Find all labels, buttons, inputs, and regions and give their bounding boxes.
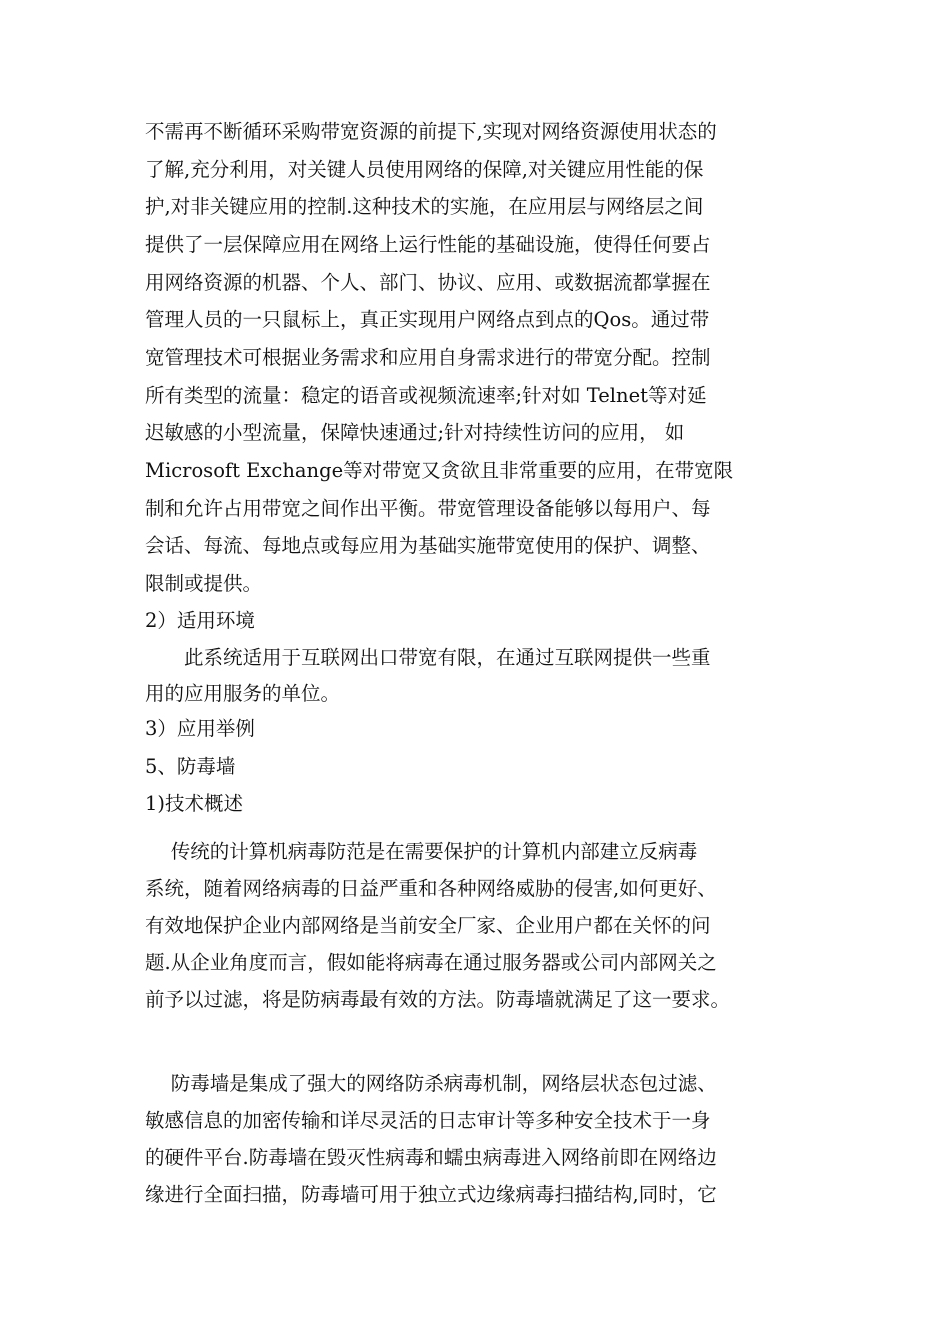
text-line: 提供了一层保障应用在网络上运行性能的基础设施，使得任何要占 [145, 233, 711, 256]
text-line: 所有类型的流量：稳定的语音或视频流速率;针对如 Telnet等对延 [145, 384, 707, 407]
text-line: 了解,充分利用，对关键人员使用网络的保障,对关键应用性能的保 [145, 158, 704, 181]
text-line: Microsoft Exchange等对带宽又贪欲且非常重要的应用，在带宽限 [145, 459, 734, 482]
text-line: 系统，随着网络病毒的日益严重和各种网络威胁的侵害,如何更好、 [145, 877, 717, 900]
section-heading: 2）适用环境 [145, 609, 255, 632]
text-line: 管理人员的一只鼠标上，真正实现用户网络点到点的Qos。通过带 [145, 308, 710, 331]
text-line: 护,对非关键应用的控制.这种技术的实施，在应用层与网络层之间 [145, 195, 704, 218]
section-heading: 1)技术概述 [145, 792, 244, 815]
text-line: 宽管理技术可根据业务需求和应用自身需求进行的带宽分配。控制 [145, 346, 711, 369]
text-line: 限制或提供。 [145, 572, 263, 595]
text-line: 此系统适用于互联网出口带宽有限，在通过互联网提供一些重 [145, 646, 711, 669]
text-line: 制和允许占用带宽之间作出平衡。带宽管理设备能够以每用户、每 [145, 497, 711, 520]
text-line: 用的应用服务的单位。 [145, 682, 341, 705]
text-line: 会话、每流、每地点或每应用为基础实施带宽使用的保护、调整、 [145, 534, 711, 557]
text-line: 有效地保护企业内部网络是当前安全厂家、企业用户都在关怀的问 [145, 914, 711, 937]
text-line: 用网络资源的机器、个人、部门、协议、应用、或数据流都掌握在 [145, 271, 711, 294]
text-line: 迟敏感的小型流量，保障快速通过;针对持续性访问的应用， 如 [145, 421, 685, 444]
text-line: 传统的计算机病毒防范是在需要保护的计算机内部建立反病毒 [145, 840, 698, 863]
section-heading: 5、防毒墙 [145, 755, 236, 778]
text-line: 题.从企业角度而言，假如能将病毒在通过服务器或公司内部网关之 [145, 951, 717, 974]
text-line: 不需再不断循环采购带宽资源的前提下,实现对网络资源使用状态的 [145, 120, 717, 143]
text-line: 的硬件平台.防毒墙在毁灭性病毒和蠕虫病毒进入网络前即在网络边 [145, 1146, 717, 1169]
text-line: 防毒墙是集成了强大的网络防杀病毒机制，网络层状态包过滤、 [145, 1072, 717, 1095]
section-heading: 3）应用举例 [145, 717, 255, 740]
text-line: 缘进行全面扫描，防毒墙可用于独立式边缘病毒扫描结构,同时，它 [145, 1183, 717, 1206]
text-line: 前予以过滤，将是防病毒最有效的方法。防毒墙就满足了这一要求。 [145, 988, 731, 1011]
text-line: 敏感信息的加密传输和详尽灵活的日志审计等多种安全技术于一身 [145, 1109, 711, 1132]
